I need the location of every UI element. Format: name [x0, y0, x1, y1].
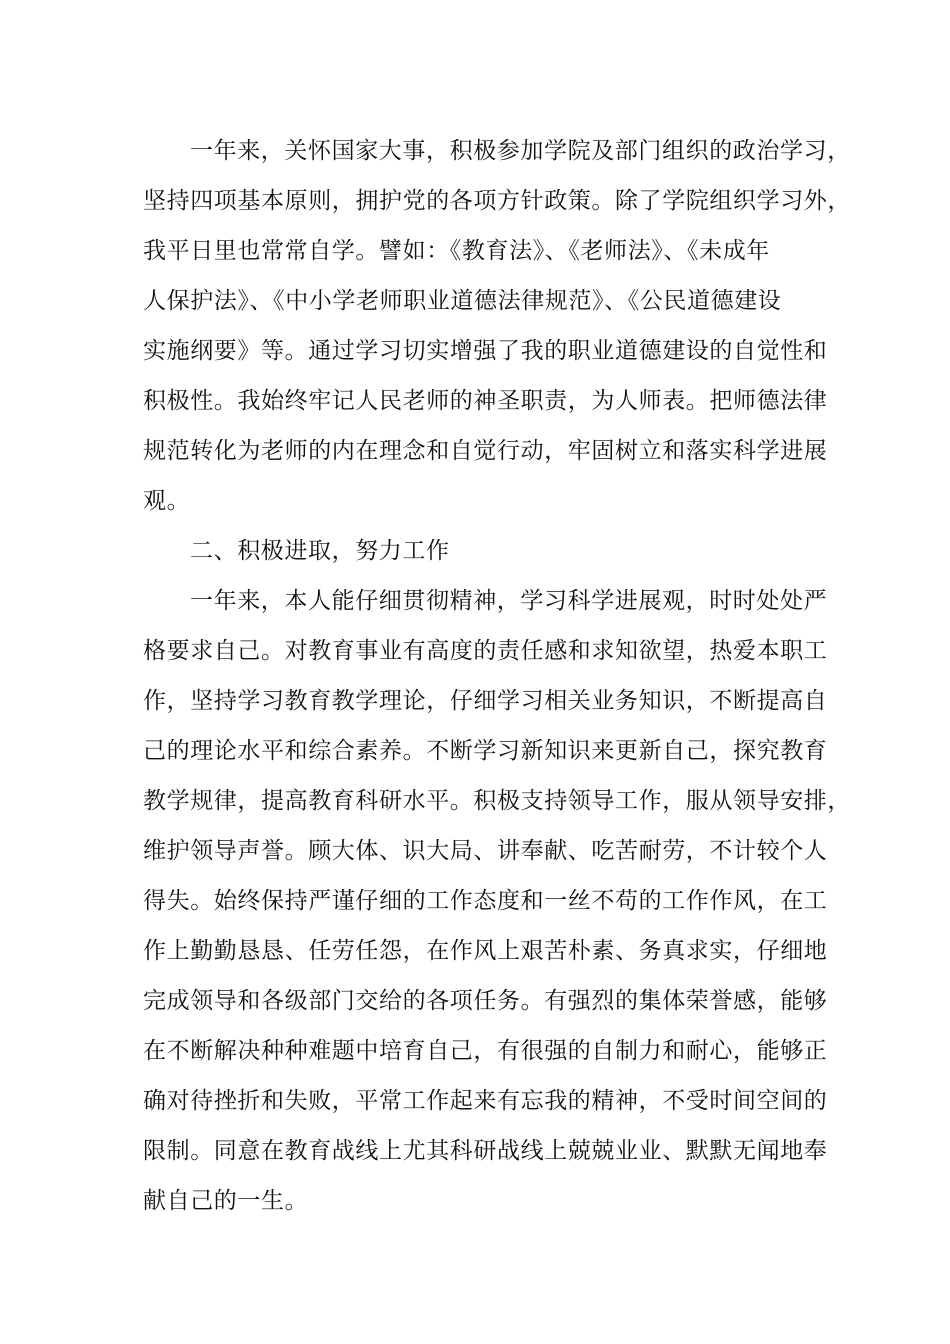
paragraph-line: 在不断解决种种难题中培育自己，有很强的自制力和耐心，能够正 [143, 1038, 828, 1064]
paragraph-line: 作上勤勤恳恳、任劳任怨，在作风上艰苦朴素、务真求实，仔细地 [143, 938, 828, 964]
section-heading [143, 526, 833, 576]
paragraph-line: 实施纲要》等。通过学习切实增强了我的职业道德建设的自觉性和 [143, 338, 828, 364]
paragraph-line: 观。 [143, 488, 191, 514]
paragraph-line: 限制。同意在教育战线上尤其科研战线上兢兢业业、默默无闻地奉 [143, 1138, 828, 1164]
paragraph-1 [143, 126, 851, 526]
paragraph-line: 确对待挫折和失败，平常工作起来有忘我的精神，不受时间空间的 [143, 1088, 828, 1114]
paragraph-2 [143, 576, 851, 1226]
section-heading-text: 二、积极进取，努力工作 [190, 538, 450, 564]
paragraph-line: 一年来，关怀国家大事，积极参加学院及部门组织的政治学习， [190, 138, 851, 164]
paragraph-line: 献自己的一生。 [143, 1188, 309, 1214]
paragraph-line: 人保护法》、《中小学老师职业道德法律规范》、《公民道德建设 [143, 288, 782, 314]
paragraph-line: 积极性。我始终牢记人民老师的神圣职责，为人师表。把师德法律 [143, 388, 828, 414]
paragraph-line: 作，坚持学习教育教学理论，仔细学习相关业务知识，不断提高自 [143, 688, 828, 714]
paragraph-line: 教学规律，提高教育科研水平。积极支持领导工作，服从领导安排， [143, 788, 851, 814]
paragraph-line: 维护领导声誉。顾大体、识大局、讲奉献、吃苦耐劳，不计较个人 [143, 838, 828, 864]
paragraph-line: 我平日里也常常自学。譬如：《教育法》、《老师法》、《未成年 [143, 238, 770, 264]
paragraph-line: 规范转化为老师的内在理念和自觉行动，牢固树立和落实科学进展 [143, 438, 828, 464]
paragraph-line: 一年来，本人能仔细贯彻精神，学习科学进展观，时时处处严 [190, 588, 828, 614]
paragraph-line: 完成领导和各级部门交给的各项任务。有强烈的集体荣誉感，能够 [143, 988, 828, 1014]
paragraph-line: 坚持四项基本原则，拥护党的各项方针政策。除了学院组织学习外， [143, 188, 851, 214]
paragraph-line: 得失。始终保持严谨仔细的工作态度和一丝不苟的工作作风，在工 [143, 888, 828, 914]
paragraph-line: 格要求自己。对教育事业有高度的责任感和求知欲望，热爱本职工 [143, 638, 828, 664]
paragraph-line: 己的理论水平和综合素养。不断学习新知识来更新自己，探究教育 [143, 738, 828, 764]
document-body [143, 126, 851, 1226]
